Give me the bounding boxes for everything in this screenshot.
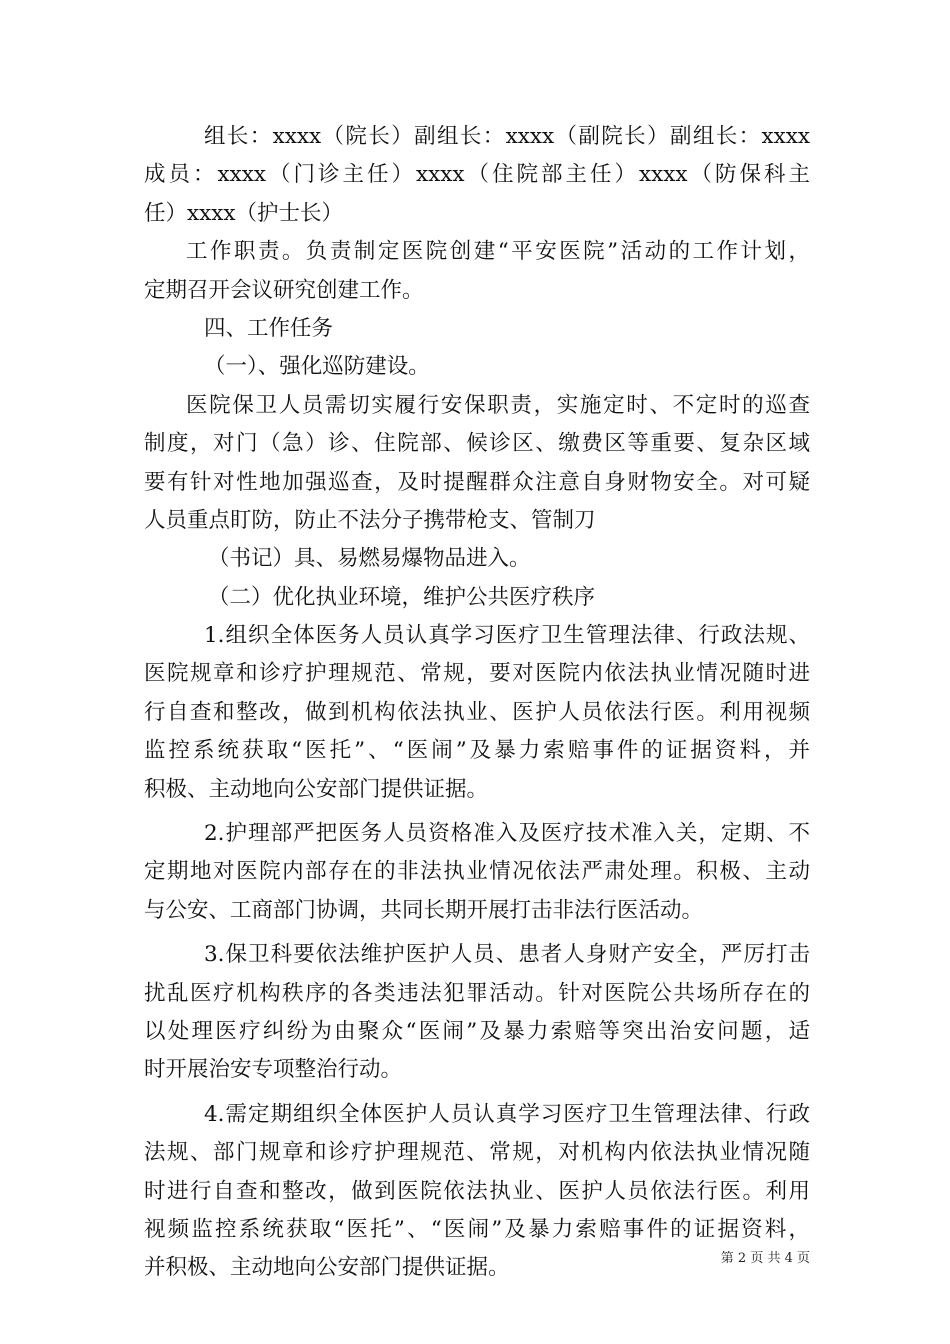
section-heading: 四、工作任务 xyxy=(204,315,334,341)
text-line: 医院保卫人员需切实履行安保职责，实施定时、不定时的巡查 xyxy=(186,392,810,418)
text-line: 时开展治安专项整治行动。 xyxy=(144,1057,403,1083)
text-line: 2.护理部严把医务人员资格准入及医疗技术准入关，定期、不 xyxy=(204,821,810,847)
text-line: 医院规章和诊疗护理规范、常规，要对医院内依法执业情况随时进 xyxy=(144,661,810,687)
text-line: 时进行自查和整改，做到医院依法执业、医护人员依法行医。利用 xyxy=(144,1178,810,1204)
text-line: 4.需定期组织全体医护人员认真学习医疗卫生管理法律、行政 xyxy=(204,1101,810,1127)
text-line: 定期召开会议研究创建工作。 xyxy=(144,277,424,303)
text-line: 扰乱医疗机构秩序的各类违法犯罪活动。针对医院公共场所存在的 xyxy=(144,980,810,1006)
text-line: 积极、主动地向公安部门提供证据。 xyxy=(144,776,489,802)
text-line: 人员重点盯防，防止不法分子携带枪支、管制刀 xyxy=(144,507,596,533)
text-line: 与公安、工商部门协调，共同长期开展打击非法行医活动。 xyxy=(144,897,704,923)
text-line: 要有针对性地加强巡查，及时提醒群众注意自身财物安全。对可疑 xyxy=(144,469,810,495)
text-line: 行自查和整改，做到机构依法执业、医护人员依法行医。利用视频 xyxy=(144,699,810,725)
text-line: 定期地对医院内部存在的非法执业情况依法严肃处理。积极、主动 xyxy=(144,859,810,885)
text-line: 制度，对门（急）诊、住院部、候诊区、缴费区等重要、复杂区域 xyxy=(144,431,810,457)
text-line: 组长：xxxx（院长）副组长：xxxx（副院长）副组长：xxxx xyxy=(204,124,810,149)
subsection-heading: （二）优化执业环境，维护公共医疗秩序 xyxy=(208,584,596,610)
text-line: 3.保卫科要依法维护医护人员、患者人身财产安全，严厉打击 xyxy=(204,942,810,968)
text-line: 并积极、主动地向公安部门提供证据。 xyxy=(144,1255,510,1281)
page-number: 第 2 页 共 4 页 xyxy=(720,1251,810,1266)
text-line: 监控系统获取“医托”、“医闹”及暴力索赔事件的证据资料，并 xyxy=(144,738,810,764)
text-line: 工作职责。负责制定医院创建“平安医院”活动的工作计划， xyxy=(186,239,810,265)
text-line: 成员：xxxx（门诊主任）xxxx（住院部主任）xxxx（防保科主 xyxy=(144,162,810,188)
text-line: 1.组织全体医务人员认真学习医疗卫生管理法律、行政法规、 xyxy=(204,623,810,649)
subsection-heading: （一）、强化巡防建设。 xyxy=(204,354,430,380)
text-line: （书记）具、易燃易爆物品进入。 xyxy=(208,546,531,572)
text-line: 任）xxxx（护士长） xyxy=(144,200,344,226)
text-line: 法规、部门规章和诊疗护理规范、常规，对机构内依法执业情况随 xyxy=(144,1140,810,1166)
text-line: 以处理医疗纠纷为由聚众“医闹”及暴力索赔等突出治安问题，适 xyxy=(144,1018,810,1044)
text-line: 视频监控系统获取“医托”、“医闹”及暴力索赔事件的证据资料， xyxy=(144,1216,810,1242)
document-body xyxy=(144,118,810,1288)
